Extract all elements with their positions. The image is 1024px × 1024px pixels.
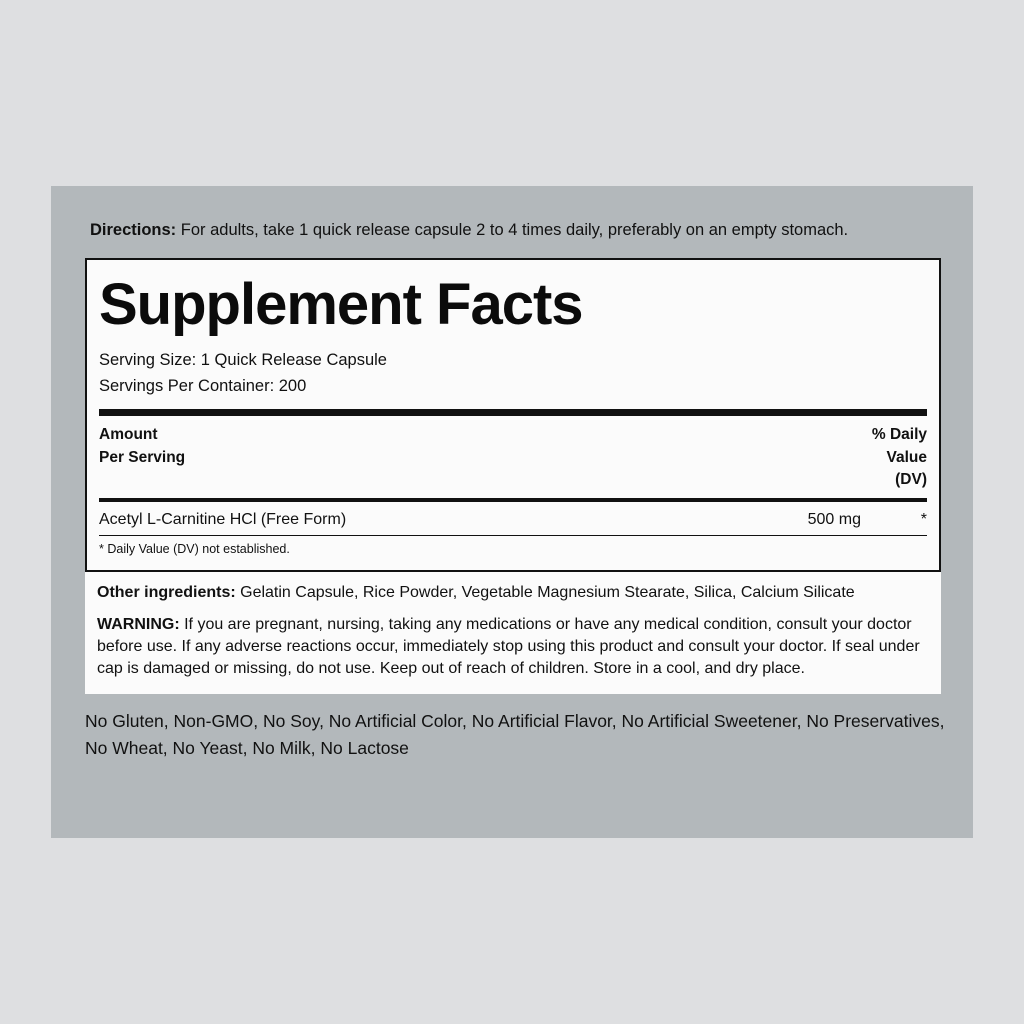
dv-header-line-3: (DV) <box>895 471 927 489</box>
amount-header-line-1: Amount <box>99 426 158 444</box>
ingredient-amount: 500 mg <box>807 510 861 528</box>
supplement-facts-box <box>85 258 941 572</box>
warning-block <box>97 614 929 680</box>
directions-text: For adults, take 1 quick release capsule 2 to 4 times daily, preferably on an empty stomach. <box>176 221 849 239</box>
warning-heading: WARNING: <box>97 615 180 633</box>
directions-line <box>90 220 950 241</box>
supplement-facts-title: Supplement Facts <box>99 272 583 337</box>
serving-size: Serving Size: 1 Quick Release Capsule <box>99 351 387 369</box>
other-ingredients-text: Gelatin Capsule, Rice Powder, Vegetable Magnesium Stearate, Silica, Calcium Silicate <box>235 584 855 601</box>
supplement-label-panel <box>51 186 973 838</box>
rule-thick-top <box>99 409 927 416</box>
dv-header-line-1: % Daily <box>871 426 927 444</box>
other-ingredients-line <box>97 582 929 604</box>
amount-header-line-2: Per Serving <box>99 448 186 466</box>
dv-header-line-2: Value <box>886 448 927 466</box>
daily-value-header <box>872 424 927 491</box>
product-claims: No Gluten, Non-GMO, No Soy, No Artificial Color, No Artificial Flavor, No Artificial Sweetener, No Preservatives, No Wheat, No Yeast, No Milk, No Lactose <box>85 711 945 759</box>
directions-heading: Directions: <box>90 221 177 239</box>
daily-value-footnote: * Daily Value (DV) not established. <box>99 542 290 557</box>
amount-per-serving-header <box>99 424 185 469</box>
servings-per-container: Servings Per Container: 200 <box>99 376 307 395</box>
warning-text: If you are pregnant, nursing, taking any medications or have any medical condition, consult your doctor before use. If any adverse reactions occur, immediately stop using this product and consult your doctor. If seal under cap is damaged or missing, do not use. Keep out of reach of children. Store in a cool, and dry place. <box>97 615 920 677</box>
facts-column-headers <box>99 416 927 491</box>
ingredient-daily-value: * <box>920 510 927 528</box>
ingredients-warning-card <box>85 572 941 694</box>
table-row <box>99 502 927 529</box>
other-ingredients-heading: Other ingredients: <box>97 584 236 601</box>
ingredient-name: Acetyl L-Carnitine HCl (Free Form) <box>99 510 347 528</box>
